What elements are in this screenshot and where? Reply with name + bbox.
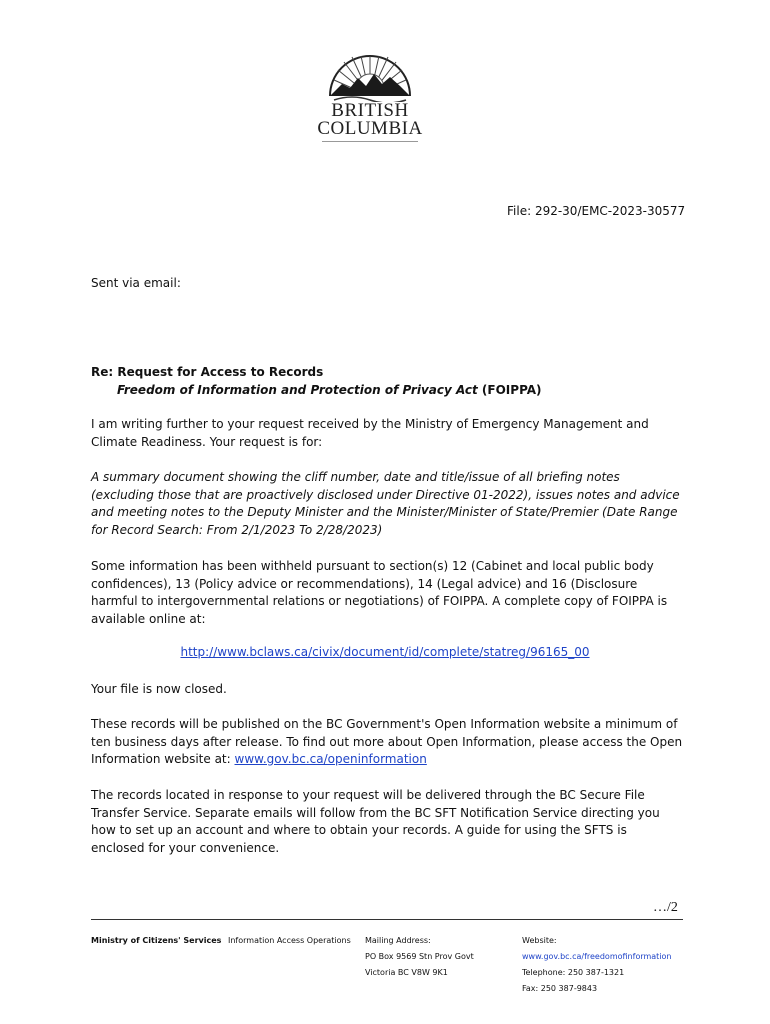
- logo-line-columbia: COLUMBIA: [317, 118, 423, 139]
- website-link[interactable]: www.gov.bc.ca/freedomofinformation: [522, 952, 672, 961]
- paragraph-sft-delivery: The records located in response to your request will be delivered through the BC Secure File Transfer Service. Separate emails will follow from the BC SFT Notification Service directing you how to set up an account and where to obtain your records. A guide for using the SFTS is enclosed for your convenience.: [91, 788, 660, 855]
- logo-divider: [322, 141, 418, 142]
- footer-contact: [522, 933, 672, 997]
- act-abbrev: (FOIPPA): [477, 382, 542, 397]
- website-label: Website:: [522, 936, 557, 945]
- paragraph-open-information: [91, 716, 683, 769]
- footer-ministry: Ministry of Citizens' Services: [91, 936, 222, 945]
- sent-via-label: Sent via email:: [91, 276, 181, 290]
- sun-mountains-emblem-icon: [328, 44, 412, 102]
- mailing-line-2: Victoria BC V8W 9K1: [365, 968, 448, 977]
- foippa-link[interactable]: http://www.bclaws.ca/civix/document/id/complete/statreg/96165_00: [180, 645, 590, 659]
- foippa-link-line: [0, 645, 770, 659]
- fax-line: Fax: 250 387-9843: [522, 984, 598, 993]
- open-information-link[interactable]: www.gov.bc.ca/openinformation: [234, 752, 427, 766]
- paragraph-request-summary: A summary document showing the cliff number, date and title/issue of all briefing notes (excluding those that are proactively disclosed under Directive 01-2022), issues notes and advice and meeting notes to the Deputy Minister and the Minister/Minister of State/Premier (Date Range for Record Search: From 2/1/2023 To 2/28/2023): [91, 470, 680, 537]
- re-title: Re: Request for Access to Records: [91, 365, 324, 379]
- open-information-text: These records will be published on the BC Government's Open Information website a minimum of ten business days after release. To find out more about Open Information, please access the Open Information website at:: [91, 717, 683, 766]
- paragraph-withheld-info: Some information has been withheld pursuant to section(s) 12 (Cabinet and local public body confidences), 13 (Policy advice or recommendations), 14 (Legal advice) and 16 (Disclosure harmful to intergovernmental relations or negotiations) of FOIPPA. A complete copy of FOIPPA is available online at:: [91, 559, 668, 626]
- file-reference: File: 292-30/EMC-2023-30577: [507, 204, 686, 218]
- paragraph-file-closed: Your file is now closed.: [91, 682, 227, 696]
- paragraph-request-intro: I am writing further to your request received by the Ministry of Emergency Management and Climate Readiness. Your request is for:: [91, 417, 649, 449]
- footer-office: Information Access Operations: [228, 936, 351, 945]
- page-continuation: …/2: [653, 900, 678, 915]
- mailing-line-1: PO Box 9569 Stn Prov Govt: [365, 952, 474, 961]
- re-act-line: [91, 382, 683, 400]
- telephone-line: Telephone: 250 387-1321: [522, 968, 625, 977]
- re-subject: [91, 364, 683, 399]
- bc-logo: [312, 44, 428, 142]
- footer-divider: [91, 919, 683, 920]
- logo-line-british: BRITISH: [331, 100, 409, 121]
- footer-mailing-address: [365, 933, 474, 981]
- mailing-label: Mailing Address:: [365, 936, 431, 945]
- act-name: Freedom of Information and Protection of Privacy Act: [117, 382, 478, 397]
